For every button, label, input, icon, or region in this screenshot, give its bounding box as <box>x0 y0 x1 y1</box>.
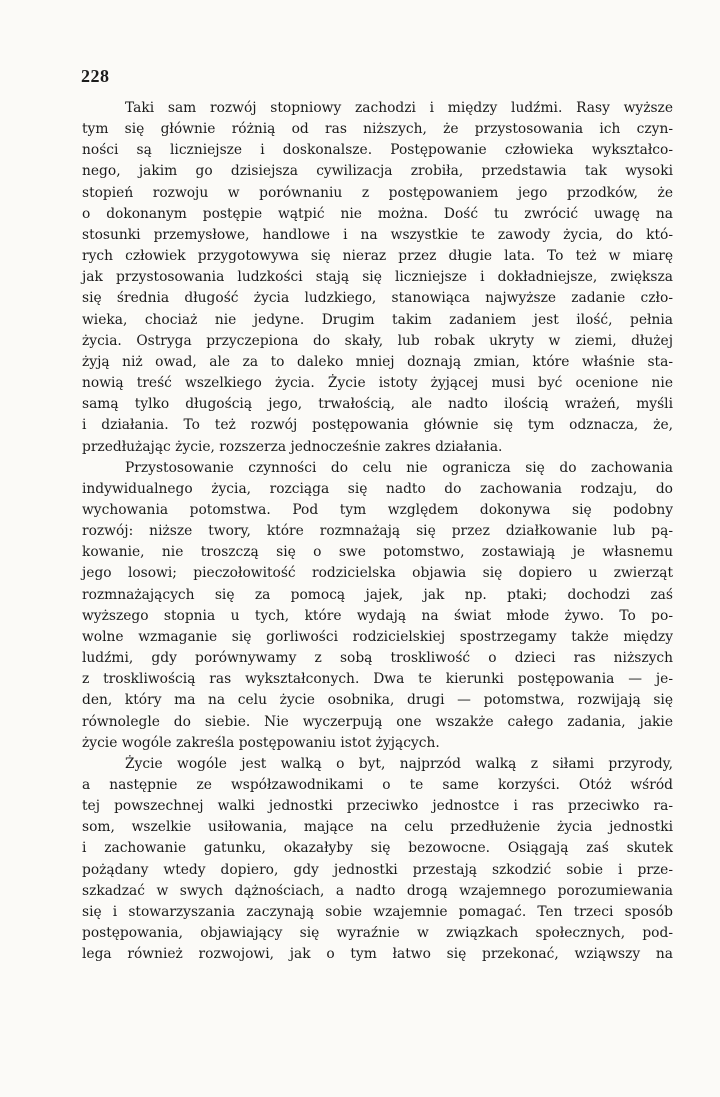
text-line: jak przystosowania ludzkości stają się liczniejsze i dokładniejsze, zwiększa <box>82 269 673 286</box>
text-line: a następnie ze współzawodnikami o te same korzyści. Otóż wśród <box>82 777 673 793</box>
text-line: ludźmi, gdy porównywamy z sobą troskliwość o dzieci ras niższych <box>82 650 673 667</box>
text-line: się i stowarzyszania zaczynają sobie wzajemnie pomagać. Ten trzeci sposób <box>82 903 673 920</box>
text-line: przedłużając życie, rozszerza jednocześnie zakres działania. <box>82 438 503 455</box>
text-line: tej powszechnej walki jednostki przeciwko jednostce i ras przeciwko ra- <box>82 798 673 815</box>
text-line: den, który ma na celu życie osobnika, drugi — potomstwa, rozwijają się <box>82 692 673 709</box>
page-number: 228 <box>81 66 110 86</box>
text-line: o dokonanym postępie wątpić nie można. Dość tu zwrócić uwagę na <box>82 205 673 222</box>
text-line: wieka, chociaż nie jedyne. Drugim takim zadaniem jest ilość, pełnia <box>82 311 673 328</box>
body-text <box>82 98 673 965</box>
text-line: wolne wzmaganie się gorliwości rodzicielskiej spostrzegamy także między <box>82 628 673 645</box>
text-line: stopień rozwoju w porównaniu z postępowaniem jego przodków, że <box>82 184 673 201</box>
text-line: Życie wogóle jest walką o byt, najprzód walką z siłami przyrody, <box>125 755 673 772</box>
text-line: jego losowi; pieczołowitość rodzicielska objawia się dopiero u zwierząt <box>82 565 673 582</box>
text-line: i zachowanie gatunku, okazałyby się bezowocne. Osiągają zaś skutek <box>82 840 673 857</box>
text-line: postępowania, objawiający się wyraźnie w związkach społecznych, pod- <box>82 925 673 942</box>
paragraph-3 <box>82 754 673 966</box>
text-line: Taki sam rozwój stopniowy zachodzi i między ludźmi. Rasy wyższe <box>125 100 673 116</box>
text-line: som, wszelkie usiłowania, mające na celu przedłużenie życia jednostki <box>82 819 673 836</box>
paragraph-1 <box>82 98 673 458</box>
text-line: Przystosowanie czynności do celu nie ogranicza się do zachowania <box>125 459 673 476</box>
text-line: z troskliwością ras wykształconych. Dwa te kierunki postępowania — je- <box>82 671 673 688</box>
text-line: i działania. To też rozwój postępowania głównie się tym odznacza, że, <box>82 417 673 434</box>
text-line: równolegle do siebie. Nie wyczerpują one wszakże całego zadania, jakie <box>82 713 673 730</box>
paragraph-2 <box>82 458 673 754</box>
text-line: nowią treść wszelkiego życia. Życie istoty żyjącej musi być ocenione nie <box>82 375 673 392</box>
text-line: rozmnażających się za pomocą jajek, jak np. ptaki; dochodzi zaś <box>82 586 673 603</box>
text-line: ności są liczniejsze i doskonalsze. Postępowanie człowieka wykształco- <box>82 142 673 159</box>
text-line: szkadzać w swych dążnościach, a nadto drogą wzajemnego porozumiewania <box>82 882 673 899</box>
text-line: życie wogóle zakreśla postępowaniu istot żyjących. <box>82 734 440 751</box>
text-line: tym się głównie różnią od ras niższych, że przystosowania ich czyn- <box>82 121 673 138</box>
text-line: żyją niż owad, ale za to daleko mniej doznają zmian, które właśnie sta- <box>82 353 673 370</box>
text-line: pożądany wtedy dopiero, gdy jednostki przestają szkodzić sobie i prze- <box>82 861 673 878</box>
text-line: się średnia długość życia ludzkiego, stanowiąca najwyższe zadanie czło- <box>82 290 673 307</box>
text-line: wyższego stopnia u tych, które wydają na świat młode żywo. To po- <box>82 607 673 624</box>
text-line: nego, jakim go dzisiejsza cywilizacja zrobiła, przedstawia tak wysoki <box>82 163 673 180</box>
text-line: wychowania potomstwa. Pod tym względem dokonywa się podobny <box>82 501 673 518</box>
text-line: rozwój: niższe twory, które rozmnażają się przez działkowanie lub pą- <box>82 523 673 540</box>
text-line: życia. Ostryga przyczepiona do skały, lub robak ukryty w ziemi, dłużej <box>82 332 673 349</box>
text-line: stosunki przemysłowe, handlowe i na wszystkie te zawody życia, do któ- <box>82 226 673 243</box>
text-line: rych człowiek przygotowywa się nieraz przez długie lata. To też w miarę <box>82 248 673 265</box>
text-line: kowanie, nie troszczą się o swe potomstwo, zostawiają je własnemu <box>82 544 673 561</box>
text-line: indywidualnego życia, rozciąga się nadto do zachowania rodzaju, do <box>82 480 673 497</box>
text-line: samą tylko długością jego, trwałością, ale nadto ilością wrażeń, myśli <box>82 396 673 413</box>
text-line: lega również rozwojowi, jak o tym łatwo się przekonać, wziąwszy na <box>82 946 673 963</box>
